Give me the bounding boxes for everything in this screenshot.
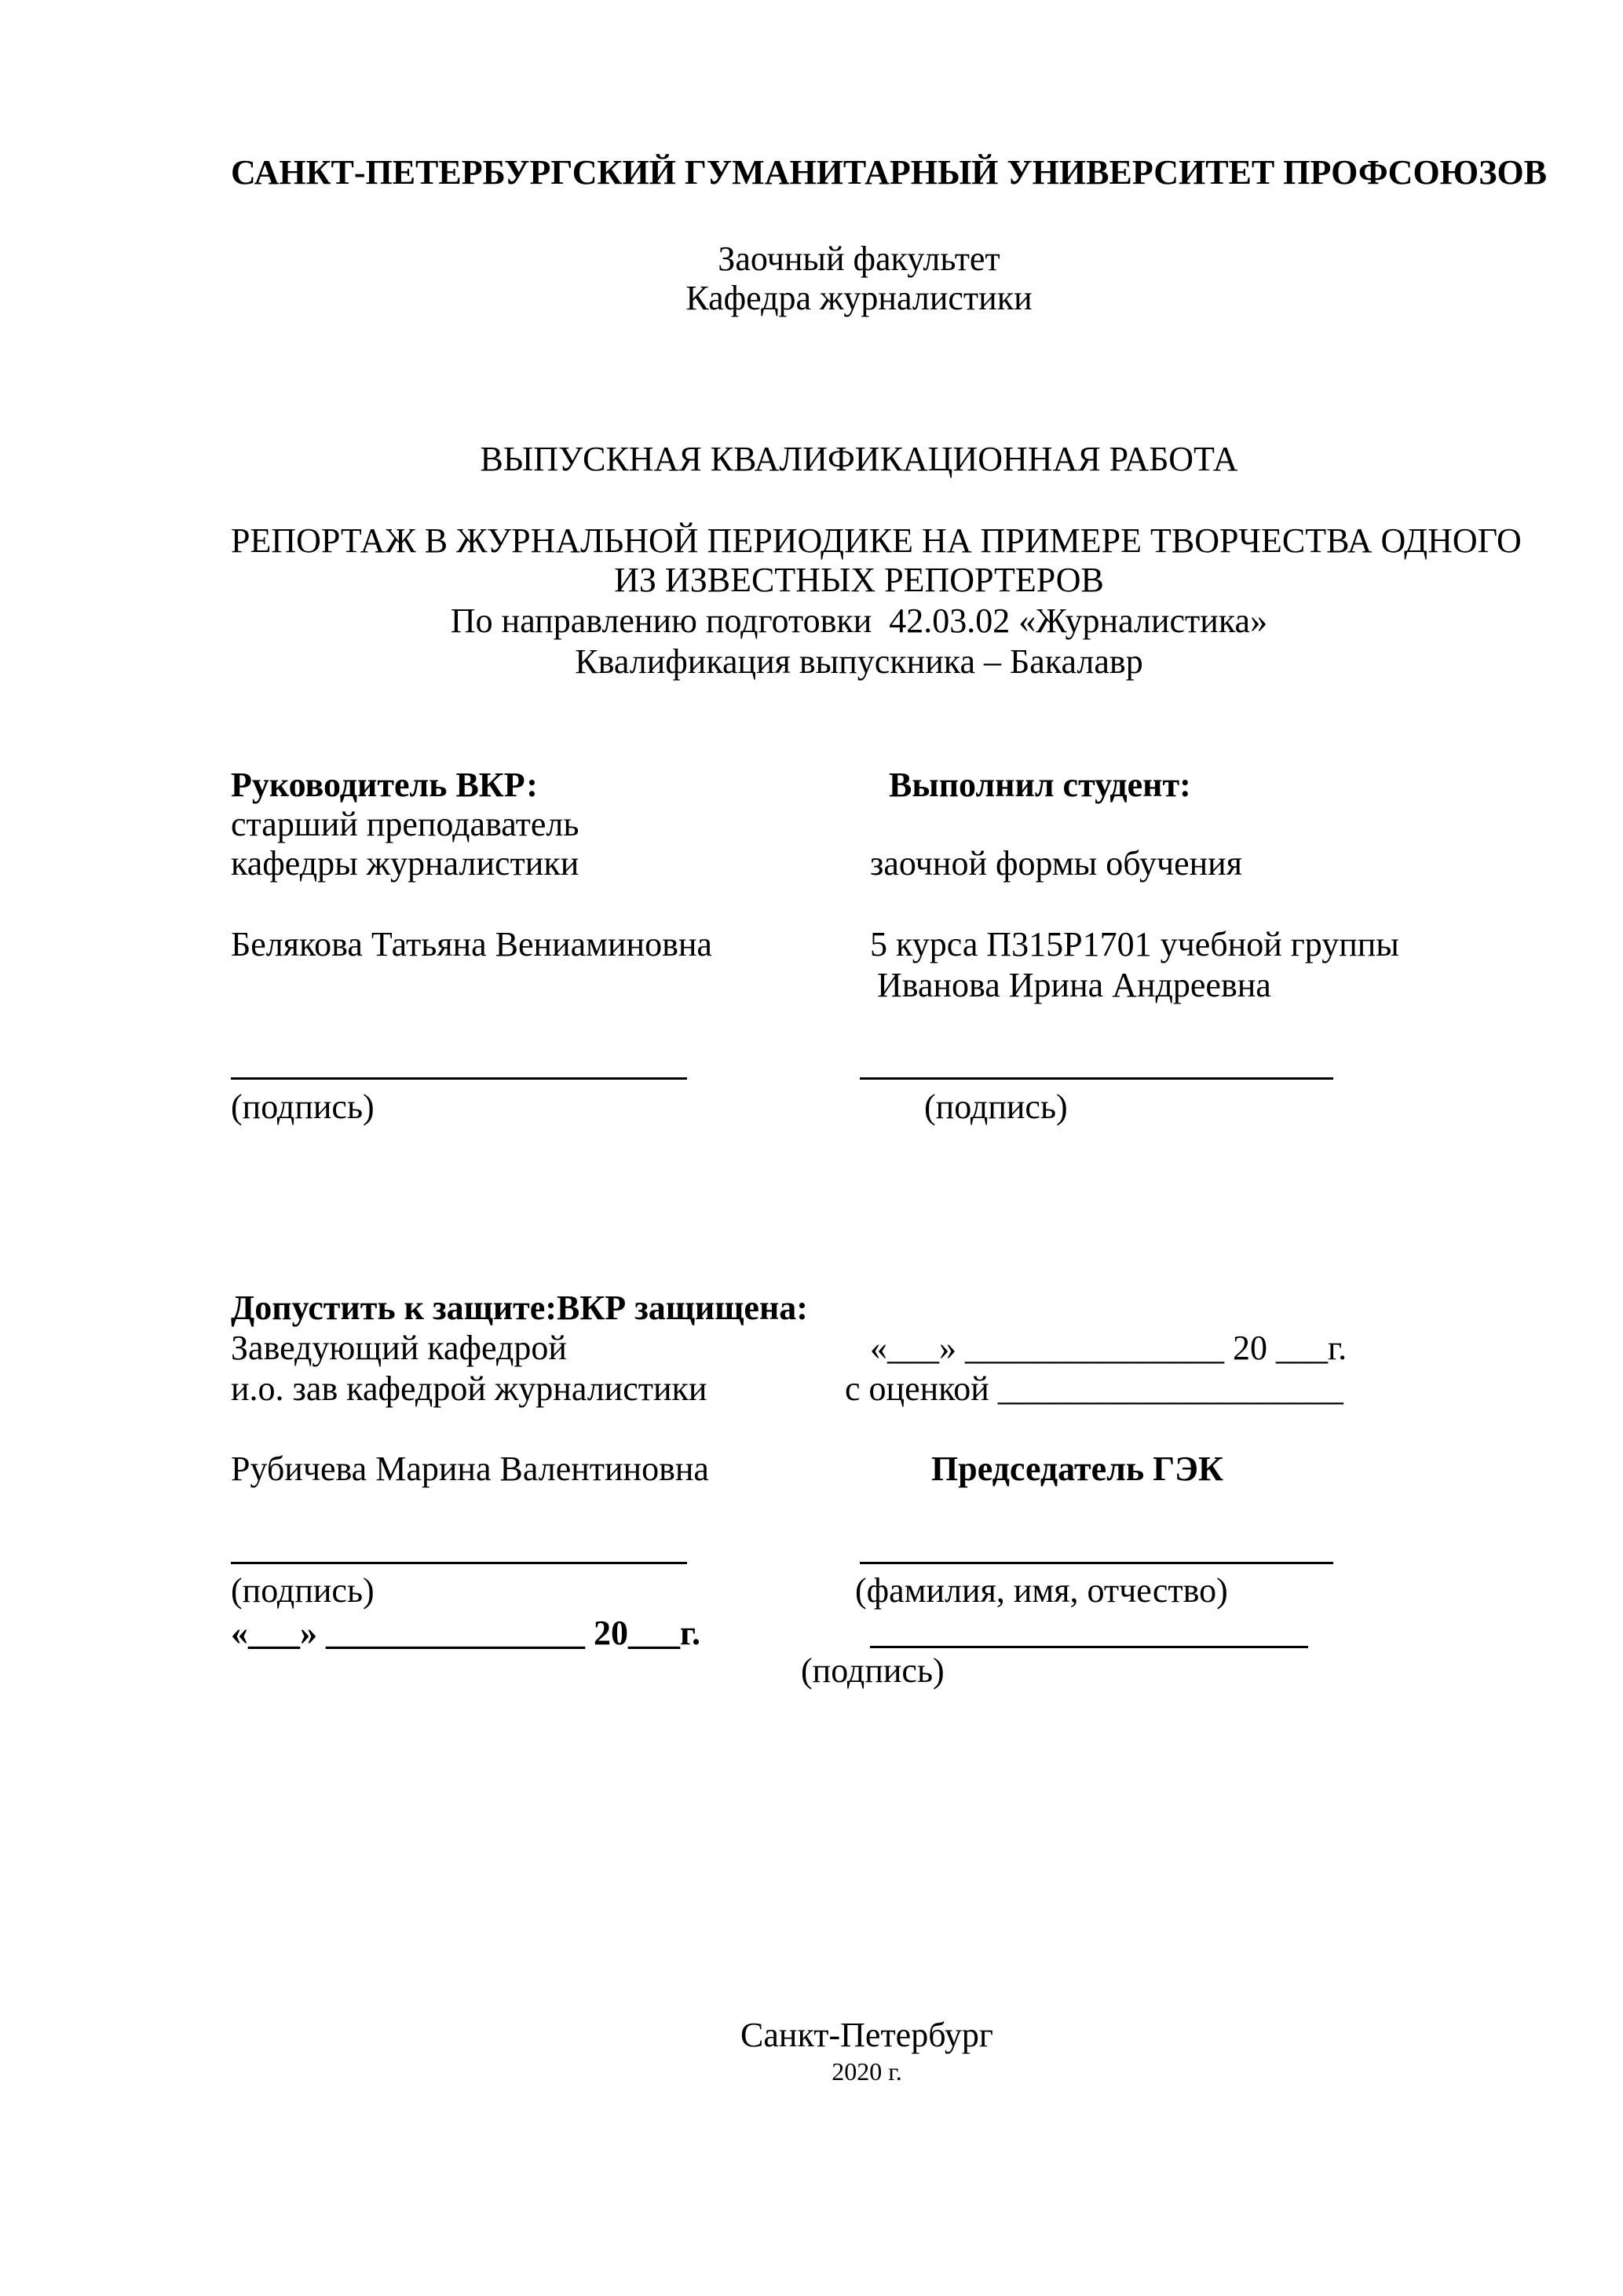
- supervisor-signature-line: [231, 1077, 687, 1080]
- faculty: Заочный факультет: [718, 239, 1000, 278]
- department: Кафедра журналистики: [685, 279, 1033, 317]
- university-name: САНКТ-ПЕТЕРБУРГСКИЙ ГУМАНИТАРНЫЙ УНИВЕРСИТЕТ ПРОФСОЮЗОВ: [231, 153, 1548, 192]
- head-signature-line: [231, 1562, 687, 1564]
- work-type: ВЫПУСКНАЯ КВАЛИФИКАЦИОННАЯ РАБОТА: [480, 440, 1238, 478]
- supervisor-name: Белякова Татьяна Вениаминовна: [231, 925, 712, 963]
- student-name: Иванова Ирина Андреевна: [877, 966, 1271, 1004]
- supervisor-position1: старший преподаватель: [231, 805, 579, 843]
- supervisor-signature-caption: (подпись): [231, 1088, 375, 1126]
- student-signature-caption: (подпись): [924, 1088, 1068, 1126]
- chair-name-line: [860, 1562, 1333, 1564]
- student-group: 5 курса П315Р1701 учебной группы: [870, 925, 1399, 963]
- head-signature-caption: (подпись): [231, 1571, 375, 1610]
- qualification: Квалификация выпускника – Бакалавр: [575, 642, 1143, 681]
- supervisor-label: Руководитель ВКР:: [231, 766, 538, 804]
- direction: По направлению подготовки 42.03.02 «Журналистика»: [450, 601, 1268, 640]
- defense-grade: с оценкой ____________________: [845, 1369, 1343, 1408]
- head-position1: Заведующий кафедрой: [231, 1329, 567, 1367]
- student-form: заочной формы обучения: [870, 844, 1242, 883]
- admission-date: «___» _______________ 20___г.: [231, 1614, 701, 1652]
- admission-label: Допустить к защите:ВКР защищена:: [231, 1289, 808, 1327]
- chair-signature-caption: (подпись): [801, 1651, 945, 1690]
- chair-fio-caption: (фамилия, имя, отчество): [855, 1571, 1228, 1610]
- defense-date: «___» _______________ 20 ___г.: [870, 1329, 1347, 1367]
- chair-signature-line: [870, 1646, 1308, 1648]
- city: Санкт-Петербург: [740, 2016, 993, 2054]
- work-title-line1: РЕПОРТАЖ В ЖУРНАЛЬНОЙ ПЕРИОДИКЕ НА ПРИМЕРЕ ТВОРЧЕСТВА ОДНОГО: [231, 521, 1522, 560]
- head-name: Рубичева Марина Валентиновна: [231, 1450, 709, 1488]
- gek-chair-label: Председатель ГЭК: [931, 1450, 1223, 1488]
- work-title-line2: ИЗ ИЗВЕСТНЫХ РЕПОРТЕРОВ: [614, 561, 1104, 599]
- head-position2: и.о. зав кафедрой журналистики: [231, 1369, 707, 1408]
- year: 2020 г.: [832, 2057, 902, 2086]
- student-label: Выполнил студент:: [889, 766, 1191, 804]
- supervisor-position2: кафедры журналистики: [231, 844, 579, 883]
- student-signature-line: [860, 1077, 1333, 1080]
